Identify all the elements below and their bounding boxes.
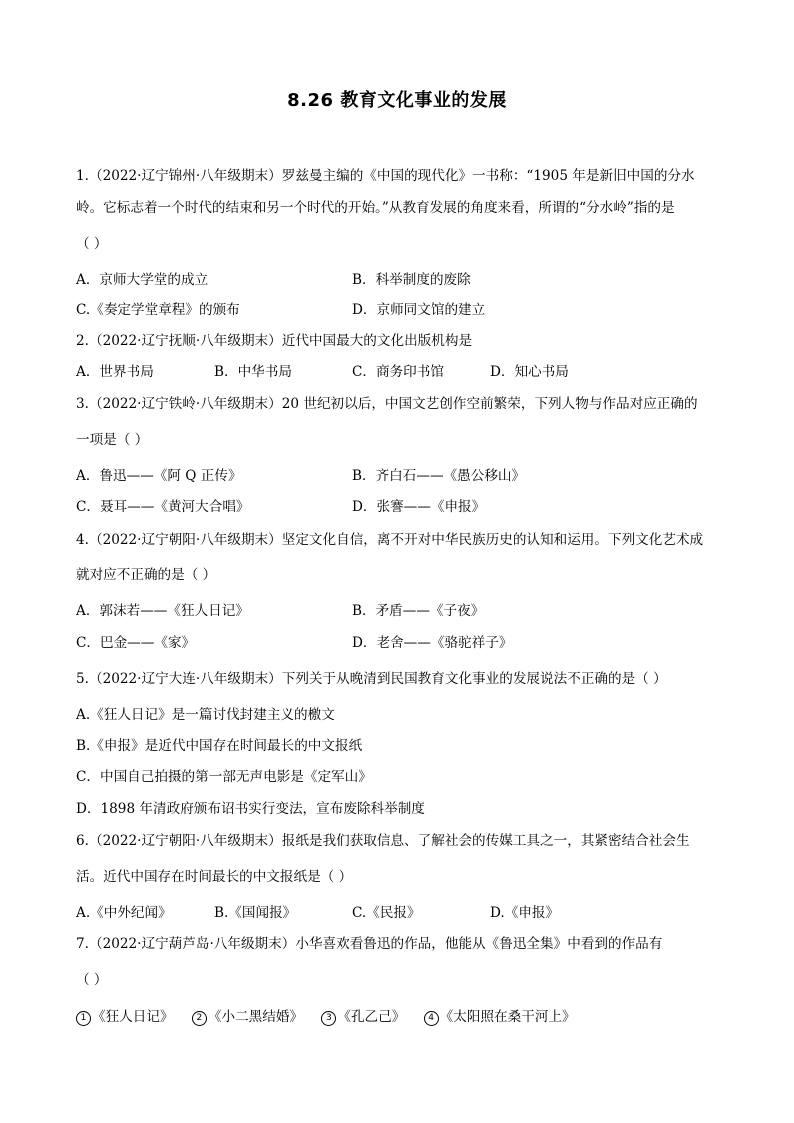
question-5-option-a: A.《狂人日记》是一篇讨伐封建主义的檄文 (76, 707, 335, 723)
question-1-option-b: B．科举制度的废除 (352, 272, 471, 288)
question-7-items (76, 1008, 590, 1026)
question-3-option-d: D．张謇——《申报》 (352, 499, 486, 515)
question-2-option-c: C．商务印书馆 (352, 364, 444, 380)
question-3-line-2: 一项是（ ） (76, 432, 149, 448)
circled-number: 2 (192, 1011, 207, 1026)
question-1-option-d: D．京师同文馆的建立 (352, 302, 486, 318)
question-6-line-1: 6.（2022·辽宁朝阳·八年级期末）报纸是我们获取信息、了解社会的传媒工具之一，其紧密结合社会生 (76, 833, 690, 849)
question-1-line-2: 岭。它标志着一个时代的结束和另一个时代的开始。”从教育发展的角度来看，所谓的“分水岭”指的是 (76, 200, 675, 216)
question-4-option-d: D．老舍——《骆驼祥子》 (352, 635, 513, 651)
question-4-option-c: C．巴金——《家》 (76, 635, 196, 651)
question-3-option-b: B．齐白石——《愚公移山》 (352, 468, 526, 484)
question-4-option-b: B．矛盾——《子夜》 (352, 603, 485, 619)
question-4-option-a: A．郭沫若——《狂人日记》 (76, 603, 249, 619)
item-text: 《太阳照在桑干河上》 (439, 1009, 576, 1025)
question-6-option-c: C.《民报》 (352, 905, 421, 921)
item-text: 《小二黑结婚》 (207, 1009, 304, 1025)
question-2-option-a: A．世界书局 (76, 364, 154, 380)
question-6-line-2: 活。近代中国存在时间最长的中文报纸是（ ） (76, 869, 353, 885)
item-text: 《狂人日记》 (92, 1009, 174, 1025)
question-7-item-3 (321, 1009, 405, 1025)
question-2-option-b: B．中华书局 (214, 364, 292, 380)
question-4-line-1: 4.（2022·辽宁朝阳·八年级期末）坚定文化自信，离不开对中华民族历史的认知和运用。下列文化艺术成 (76, 532, 704, 548)
question-1-line-1: 1.（2022·辽宁锦州·八年级期末）罗兹曼主编的《中国的现代化》一书称：“1905 年是新旧中国的分水 (76, 168, 695, 184)
circled-number: 4 (424, 1011, 439, 1026)
question-5-line-1: 5.（2022·辽宁大连·八年级期末）下列关于从晚清到民国教育文化事业的发展说法不正确的是（ ） (76, 671, 667, 687)
question-6-option-b: B.《国闻报》 (214, 905, 297, 921)
question-7-line-1: 7.（2022·辽宁葫芦岛·八年级期末）小华喜欢看鲁迅的作品，他能从《鲁迅全集》中看到的作品有 (76, 936, 663, 952)
question-7-item-1 (76, 1009, 174, 1025)
question-7-item-4 (424, 1009, 576, 1025)
question-3-option-c: C．聂耳——《黄河大合唱》 (76, 499, 250, 515)
question-3-line-1: 3.（2022·辽宁铁岭·八年级期末）20 世纪初以后，中国文艺创作空前繁荣，下列人物与作品对应正确的 (76, 396, 698, 412)
question-7-line-2: （ ） (76, 972, 108, 988)
question-5-option-c: C．中国自己拍摄的第一部无声电影是《定军山》 (76, 769, 372, 785)
question-3-option-a: A．鲁迅——《阿 Q 正传》 (76, 468, 242, 484)
question-4-line-2: 就对应不正确的是（ ） (76, 567, 217, 583)
question-5-option-d: D．1898 年清政府颁布诏书实行变法，宣布废除科举制度 (76, 801, 425, 817)
question-6-option-a: A.《中外纪闻》 (76, 905, 172, 921)
circled-number: 3 (321, 1011, 336, 1026)
question-1-line-3: （ ） (76, 236, 108, 252)
question-2-line-1: 2.（2022·辽宁抚顺·八年级期末）近代中国最大的文化出版机构是 (76, 333, 473, 349)
page-title: 8.26 教育文化事业的发展 (287, 90, 507, 111)
question-5-option-b: B.《申报》是近代中国存在时间最长的中文报纸 (76, 738, 363, 754)
question-1-option-c: C.《奏定学堂章程》的颁布 (76, 302, 240, 318)
question-6-option-d: D.《申报》 (490, 905, 560, 921)
question-7-item-2 (192, 1009, 303, 1025)
circled-number: 1 (76, 1011, 91, 1026)
item-text: 《孔乙己》 (337, 1009, 406, 1025)
question-2-option-d: D．知心书局 (490, 364, 569, 380)
question-1-option-a: A．京师大学堂的成立 (76, 272, 209, 288)
